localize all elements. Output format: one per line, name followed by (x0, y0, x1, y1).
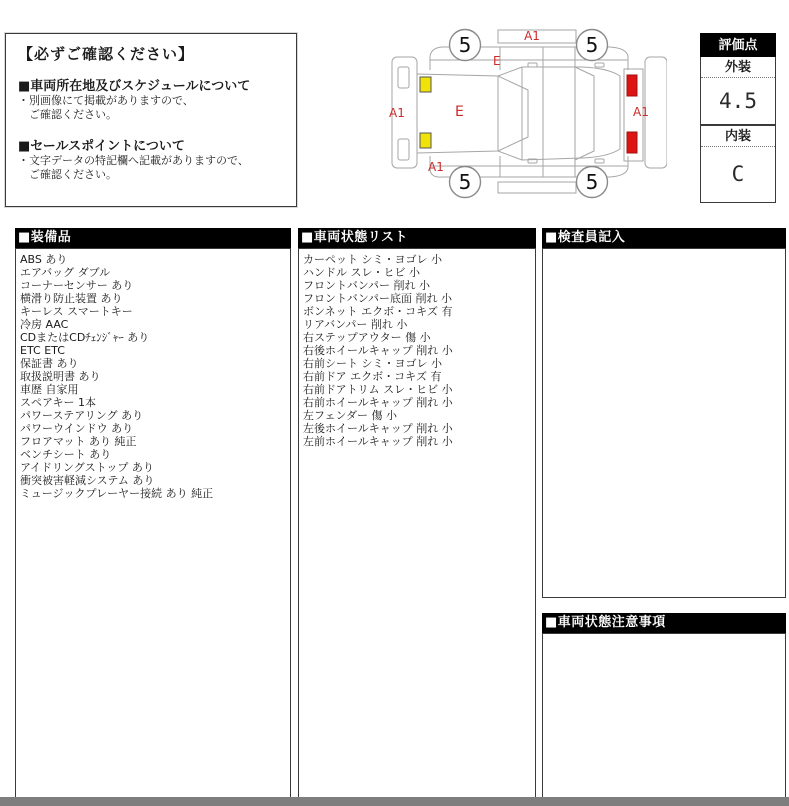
list-item: ベンチシート あり (20, 448, 112, 461)
wheel-grade-mark: 5 (458, 170, 472, 194)
list-item: CDまたはCDﾁｪﾝｼﾞｬｰ あり (20, 331, 150, 344)
door-handle-icon (595, 63, 604, 67)
notice-box (5, 33, 297, 207)
inspector-notes-box (542, 248, 786, 598)
list-item: 左フェンダー 傷 小 (303, 409, 398, 422)
list-item: ハンドル スレ・ヒビ 小 (303, 266, 420, 279)
damage-label-rocker-top: A1 (524, 29, 540, 43)
list-item: ABS あり (20, 253, 68, 266)
list-item: 右ステップアウター 傷 小 (303, 331, 431, 344)
condition-list (298, 248, 536, 798)
wheel-grade-mark: 5 (458, 33, 472, 57)
wheel-grade-mark: 5 (585, 170, 599, 194)
list-item: 左後ホイールキャップ 削れ 小 (303, 422, 453, 435)
damage-label-windshield-top: E (493, 54, 501, 68)
notice-section-sales-point (18, 135, 290, 181)
list-item: 保証書 あり (20, 357, 79, 370)
evaluation-panel (700, 33, 776, 203)
taillight-marker-top (627, 75, 637, 96)
list-item: 冷房 AAC (20, 318, 69, 331)
condition-header: ■車両状態リスト (298, 228, 536, 248)
damage-label-rear-bumper: A1 (633, 105, 649, 119)
exterior-label: 外装 (701, 57, 775, 78)
car-condition-diagram (372, 10, 667, 215)
list-item: リアバンパー 削れ 小 (303, 318, 408, 331)
evaluation-header: 評価点 (700, 33, 776, 57)
list-item: 衝突被害軽減システム あり (20, 474, 155, 487)
list-item: フロントバンパー 削れ 小 (303, 279, 431, 292)
exterior-grade-value: 4.5 (719, 89, 757, 113)
damage-label-front-bumper: A1 (389, 106, 405, 120)
list-item: ミュージックプレーヤー接続 あり 純正 (20, 487, 214, 500)
car-top-down-view (392, 57, 667, 168)
door-handle-icon (595, 159, 604, 163)
notice-line: ご確認ください。 (29, 167, 117, 181)
wheel-grade-mark: 5 (585, 33, 599, 57)
door-handle-icon (528, 63, 537, 67)
list-item: 車歴 自家用 (20, 383, 79, 396)
notice-heading-location: ■車両所在地及びスケジュールについて (18, 79, 251, 94)
caution-notes-box (542, 633, 786, 798)
interior-grade-box (700, 125, 776, 203)
damage-label-hood: E (455, 104, 464, 120)
list-item: カーペット シミ・ヨゴレ 小 (303, 253, 442, 266)
list-item: 右前ドア エクボ・コキズ 有 (303, 370, 442, 383)
taillight-marker-bottom (627, 132, 637, 153)
list-item: 右前シート シミ・ヨゴレ 小 (303, 357, 442, 370)
list-item: フロントバンパー底面 削れ 小 (303, 292, 453, 305)
wheel-rear-top (577, 30, 608, 61)
exterior-grade-box (700, 57, 776, 125)
list-item: 左前ホイールキャップ 削れ 小 (303, 435, 453, 448)
footer-divider-bar (0, 797, 789, 806)
equipment-header: ■装備品 (15, 228, 291, 248)
notice-line: ・文字データの特記欄へ記載がありますので、 (18, 154, 249, 167)
notice-heading-sales-point: ■セールスポイントについて (18, 139, 185, 154)
list-item: パワーステアリング あり (20, 409, 144, 422)
rocker-panel-bottom (498, 182, 576, 193)
list-item: ETC ETC (20, 344, 65, 357)
list-item: 取扱説明書 あり (20, 370, 101, 383)
notice-line: ご確認ください。 (29, 107, 117, 121)
equipment-list (15, 248, 291, 798)
headlight-marker-top (420, 77, 431, 92)
caution-header: ■車両状態注意事項 (542, 613, 786, 633)
list-item: 右前ドアトリム スレ・ヒビ 小 (303, 383, 453, 396)
list-item: エアバッグ ダブル (20, 266, 111, 279)
headlight-marker-bottom (420, 133, 431, 148)
interior-grade-value: C (731, 162, 745, 186)
list-item: 横滑り防止装置 あり (20, 292, 123, 305)
list-item: ボンネット エクボ・コキズ 有 (303, 305, 453, 318)
inspector-header: ■検査員記入 (542, 228, 786, 248)
list-item: キーレス スマートキー (20, 305, 133, 318)
list-item: スペアキー 1本 (20, 396, 97, 409)
list-item: パワーウインドウ あり (20, 422, 134, 435)
list-item: フロアマット あり 純正 (20, 435, 137, 448)
notice-line: ・別画像にて掲載がありますので、 (18, 94, 194, 107)
list-item: アイドリングストップ あり (20, 461, 154, 474)
notice-title: 【必ずご確認ください】 (18, 45, 195, 63)
wheel-front-top (450, 30, 481, 61)
list-item: 右後ホイールキャップ 削れ 小 (303, 344, 453, 357)
interior-label: 内装 (701, 126, 775, 147)
damage-label-front-fender: A1 (428, 160, 444, 174)
wheel-rear-bottom (577, 167, 608, 198)
list-item: コーナーセンサー あり (20, 279, 134, 292)
list-item: 右前ホイールキャップ 削れ 小 (303, 396, 453, 409)
wheel-front-bottom (450, 167, 481, 198)
notice-section-location (18, 75, 290, 121)
